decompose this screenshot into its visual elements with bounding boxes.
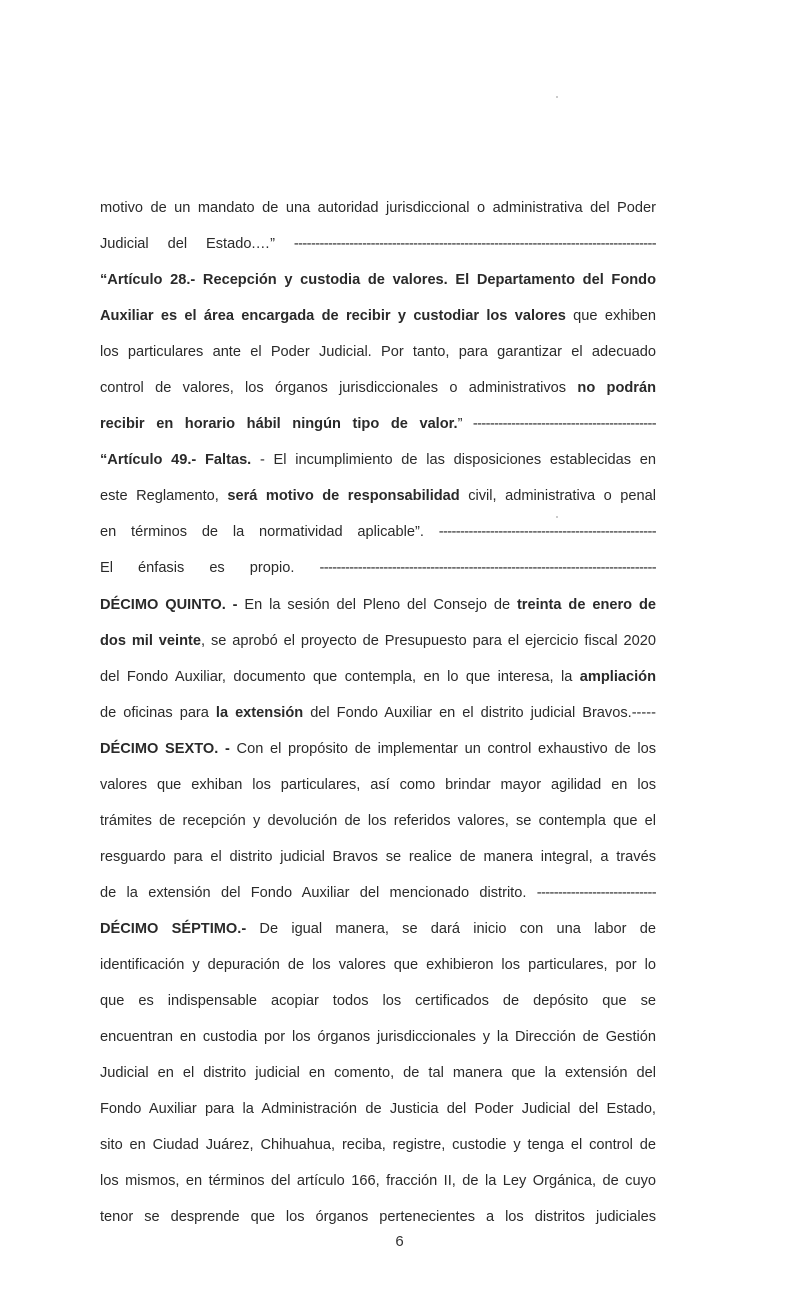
text-line: Fondo Auxiliar para la Administración de Justicia del Poder Judicial del Estado,: [100, 1101, 656, 1118]
text-line: resguardo para el distrito judicial Bravos se realice de manera integral, a través: [100, 848, 656, 865]
text-line: dos mil veinte, se aprobó el proyecto de Presupuesto para el ejercicio fiscal 2020: [100, 632, 656, 649]
text-line: “Artículo 49.- Faltas. - El incumplimiento de las disposiciones establecidas en: [100, 452, 656, 469]
text-line: en términos de la normatividad aplicable”. ---------------------------------------------------: [100, 524, 656, 541]
text-line: trámites de recepción y devolución de los referidos valores, se contempla que el: [100, 812, 656, 829]
text-line: El énfasis es propio. -------------------------------------------------------------------------------: [100, 560, 656, 577]
text-line: los mismos, en términos del artículo 166, fracción II, de la Ley Orgánica, de cuyo: [100, 1173, 656, 1190]
text-line: control de valores, los órganos jurisdiccionales o administrativos no podrán: [100, 380, 656, 397]
scan-speck: [556, 96, 558, 98]
text-line: del Fondo Auxiliar, documento que contempla, en lo que interesa, la ampliación: [100, 668, 656, 685]
text-line: recibir en horario hábil ningún tipo de valor.” -------------------------------------------: [100, 416, 656, 433]
text-line: “Artículo 28.- Recepción y custodia de valores. El Departamento del Fondo: [100, 272, 656, 289]
text-line: los particulares ante el Poder Judicial. Por tanto, para garantizar el adecuado: [100, 344, 656, 361]
text-line: identificación y depuración de los valores que exhibieron los particulares, por lo: [100, 956, 656, 973]
text-line: este Reglamento, será motivo de responsabilidad civil, administrativa o penal: [100, 488, 656, 505]
text-line: DÉCIMO SEXTO. - Con el propósito de implementar un control exhaustivo de los: [100, 740, 656, 757]
text-line: motivo de un mandato de una autoridad jurisdiccional o administrativa del Poder: [100, 200, 656, 216]
text-line: sito en Ciudad Juárez, Chihuahua, reciba, registre, custodie y tenga el control de: [100, 1137, 656, 1154]
text-line: de la extensión del Fondo Auxiliar del mencionado distrito. ----------------------------: [100, 884, 656, 901]
text-line: que es indispensable acopiar todos los certificados de depósito que se: [100, 993, 656, 1010]
text-line: Judicial en el distrito judicial en comento, de tal manera que la extensión del: [100, 1065, 656, 1082]
text-line: encuentran en custodia por los órganos jurisdiccionales y la Dirección de Gestión: [100, 1029, 656, 1046]
body-text: [100, 190, 656, 1235]
text-line: DÉCIMO SÉPTIMO.- De igual manera, se dará inicio con una labor de: [100, 920, 656, 937]
text-line: Auxiliar es el área encargada de recibir y custodiar los valores que exhiben: [100, 308, 656, 325]
text-line: valores que exhiban los particulares, así como brindar mayor agilidad en los: [100, 776, 656, 793]
text-line: DÉCIMO QUINTO. - En la sesión del Pleno del Consejo de treinta de enero de: [100, 596, 656, 613]
text-line: Judicial del Estado.…” -------------------------------------------------------------------------------------: [100, 236, 656, 253]
text-line: de oficinas para la extensión del Fondo Auxiliar en el distrito judicial Bravos.-----: [100, 704, 656, 721]
page-number: 6: [395, 1233, 404, 1250]
text-line: tenor se desprende que los órganos pertenecientes a los distritos judiciales: [100, 1209, 656, 1226]
